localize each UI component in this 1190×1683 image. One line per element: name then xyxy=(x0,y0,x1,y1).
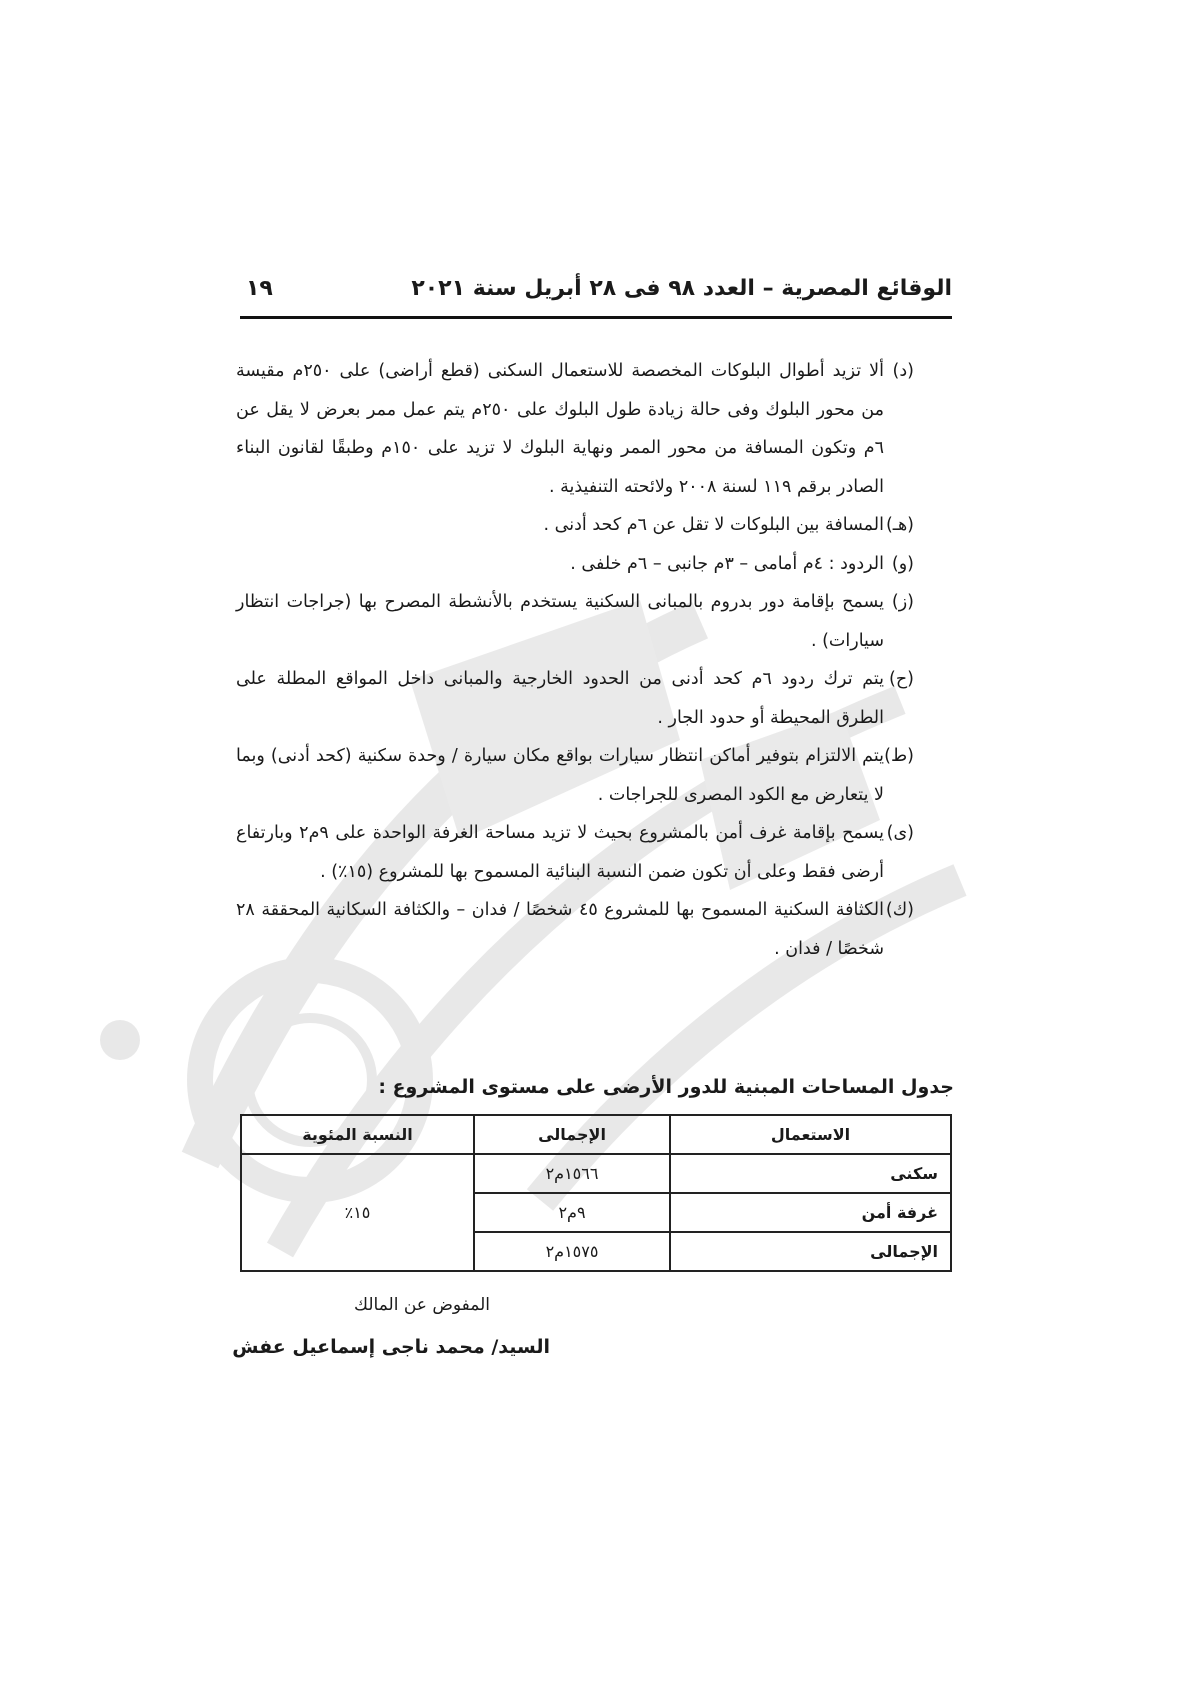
clause-letter: (و) xyxy=(891,553,914,574)
clause-k xyxy=(236,891,914,968)
cell-total: ١٥٦٦م٢ xyxy=(474,1154,670,1193)
cell-total: ١٥٧٥م٢ xyxy=(474,1232,670,1271)
header-use: الاستعمال xyxy=(670,1115,951,1154)
clause-z xyxy=(236,583,914,660)
clause-letter: (هـ) xyxy=(885,515,914,535)
clause-text: يتم ترك ردود ٦م كحد أدنى من الحدود الخارجية والمبانى داخل المواقع المطلة على الطرق المحيطة أو حدود الجار . xyxy=(236,669,884,728)
cell-use: غرفة أمن xyxy=(670,1193,951,1232)
header-total: الإجمالى xyxy=(474,1115,670,1154)
signature-name: السيد/ محمد ناجى إسماعيل عفش xyxy=(232,1336,550,1358)
clause-text: يسمح بإقامة دور بدروم بالمبانى السكنية يستخدم بالأنشطة المصرح بها (جراجات انتظار سيارات) . xyxy=(236,592,884,651)
clause-w xyxy=(236,545,914,584)
clause-text: ألا تزيد أطوال البلوكات المخصصة للاستعمال السكنى (قطع أراضى) على ٢٥٠م مقيسة من محور البلوك وفى حالة زيادة طول البلوك على ٢٥٠م يتم عمل ممر بعرض لا يقل عن ٦م وتكون المسافة من محور الممر ونهاية البلوك لا تزيد على ١٥٠م وطبقًا لقانون البناء الصادر برقم ١١٩ لسنة ٢٠٠٨ ولائحته التنفيذية . xyxy=(236,361,885,497)
clause-letter: (ط) xyxy=(884,746,914,766)
table-title: جدول المساحات المبنية للدور الأرضى على مستوى المشروع : xyxy=(378,1076,954,1098)
cell-total: ٩م٢ xyxy=(474,1193,670,1232)
clause-letter: (ز) xyxy=(891,592,914,612)
signature-role: المفوض عن المالك xyxy=(354,1295,490,1315)
built-area-table xyxy=(240,1114,952,1272)
table-row xyxy=(241,1154,951,1193)
page-header xyxy=(240,272,952,322)
cell-percent: ١٥٪ xyxy=(241,1154,474,1271)
clause-h xyxy=(236,506,914,545)
clause-text: الكثافة السكنية المسموح بها للمشروع ٤٥ شخصًا / فدان – والكثافة السكانية المحققة ٢٨ شخصًا / فدان . xyxy=(236,900,884,959)
header-rule xyxy=(240,316,952,319)
clause-text: يسمح بإقامة غرف أمن بالمشروع بحيث لا تزيد مساحة الغرفة الواحدة على ٩م٢ وبارتفاع أرضى فقط وعلى أن تكون ضمن النسبة البنائية المسموح بها للمشروع (١٥٪) . xyxy=(236,823,885,882)
table-header-row xyxy=(241,1115,951,1154)
clause-ta xyxy=(236,737,914,814)
clause-text: المسافة بين البلوكات لا تقل عن ٦م كحد أدنى . xyxy=(543,515,884,535)
header-percent: النسبة المئوية xyxy=(241,1115,474,1154)
clause-text: الردود : ٤م أمامى – ٣م جانبى – ٦م خلفى . xyxy=(570,553,884,574)
clause-letter: (ى) xyxy=(886,823,914,843)
clause-ya xyxy=(236,814,914,891)
clause-letter: (د) xyxy=(892,361,914,381)
clause-letter: (ك) xyxy=(885,900,914,920)
clause-letter: (ح) xyxy=(889,669,914,689)
document-body xyxy=(236,352,914,968)
clause-ha xyxy=(236,660,914,737)
clause-d xyxy=(236,352,914,506)
clause-text: يتم الالتزام بتوفير أماكن انتظار سيارات بواقع مكان سيارة / وحدة سكنية (كحد أدنى) وبما لا يتعارض مع الكود المصرى للجراجات . xyxy=(236,746,884,805)
page-number: ١٩ xyxy=(246,276,273,301)
header-title: الوقائع المصرية – العدد ٩٨ فى ٢٨ أبريل سنة ٢٠٢١ xyxy=(411,276,952,301)
cell-use: الإجمالى xyxy=(670,1232,951,1271)
cell-use: سكنى xyxy=(670,1154,951,1193)
